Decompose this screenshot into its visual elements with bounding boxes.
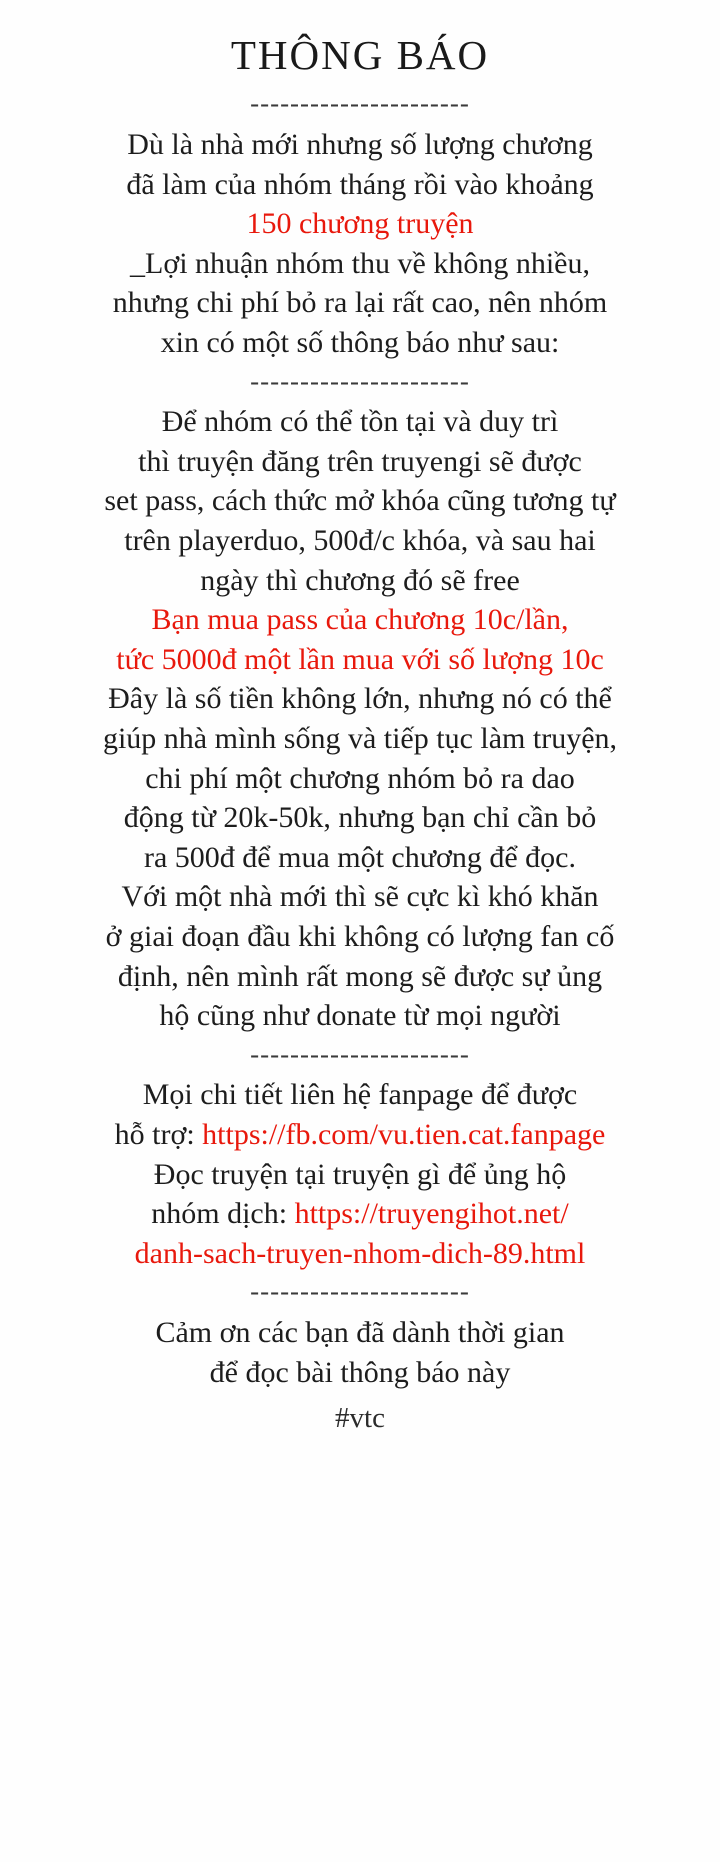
- text-line: đã làm của nhóm tháng rồi vào khoảng: [126, 167, 594, 201]
- text-line: thì truyện đăng trên truyengi sẽ được: [138, 444, 582, 478]
- text-line: xin có một số thông báo như sau:: [160, 326, 560, 359]
- text-line: để đọc bài thông báo này: [209, 1355, 511, 1389]
- divider-2: ----------------------: [250, 365, 470, 396]
- text-line: ra 500đ để mua một chương để đọc.: [143, 840, 576, 874]
- text-line: Với một nhà mới thì sẽ cực kì khó khăn: [121, 880, 599, 914]
- text-line: Đây là số tiền không lớn, nhưng nó có thể: [108, 682, 612, 716]
- text-line: _Lợi nhuận nhóm thu về không nhiều,: [130, 246, 590, 280]
- text-line: trên playerduo, 500đ/c khóa, và sau hai: [124, 524, 596, 558]
- text-line: định, nên mình rất mong sẽ được sự ủng: [117, 959, 603, 993]
- text-line: động từ 20k-50k, nhưng bạn chỉ cần bỏ: [123, 801, 597, 835]
- section-thanks: [52, 1313, 668, 1392]
- highlight-pass-price-1: Bạn mua pass của chương 10c/lần,: [151, 603, 569, 637]
- support-label: hỗ trợ:: [114, 1118, 203, 1152]
- text-line: nhưng chi phí bỏ ra lại rất cao, nên nhóm: [112, 286, 608, 320]
- fanpage-link[interactable]: https://fb.com/vu.tien.cat.fanpage: [202, 1118, 606, 1152]
- highlight-pass-price-2: tức 5000đ một lần mua với số lượng 10c: [116, 642, 604, 676]
- text-line: ngày thì chương đó sẽ free: [200, 563, 520, 597]
- text-line: set pass, cách thức mở khóa cũng tương tự: [104, 484, 616, 518]
- section-details: [52, 402, 668, 1036]
- text-line: Đọc truyện tại truyện gì để ủng hộ: [153, 1157, 567, 1191]
- support-line: [52, 1115, 668, 1155]
- text-line: Mọi chi tiết liên hệ fanpage để được: [142, 1078, 578, 1112]
- divider-3: ----------------------: [250, 1038, 470, 1069]
- text-line: hộ cũng như donate từ mọi người: [159, 999, 561, 1033]
- section-contact: [52, 1075, 668, 1273]
- text-line: ở giai đoạn đầu khi không có lượng fan cố: [105, 920, 615, 953]
- footer-tag: #vtc: [335, 1402, 385, 1435]
- text-line: Cảm ơn các bạn đã dành thời gian: [155, 1316, 565, 1350]
- divider-4: ----------------------: [250, 1276, 470, 1307]
- text-line: giúp nhà mình sống và tiếp tục làm truyện,: [102, 722, 618, 756]
- text-line: Để nhóm có thể tồn tại và duy trì: [161, 405, 559, 439]
- group-line: [52, 1194, 668, 1234]
- text-line: Dù là nhà mới nhưng số lượng chương: [127, 128, 593, 162]
- site-link-part2[interactable]: danh-sach-truyen-nhom-dich-89.html: [134, 1236, 586, 1270]
- page-title: THÔNG BÁO: [230, 32, 490, 78]
- divider-1: ----------------------: [250, 88, 470, 119]
- site-link-part1[interactable]: https://truyengihot.net/: [294, 1197, 569, 1231]
- highlight-chapter-count: 150 chương truyện: [246, 207, 474, 241]
- text-line: chi phí một chương nhóm bỏ ra dao: [145, 761, 575, 795]
- group-label: nhóm dịch:: [151, 1197, 295, 1231]
- section-intro: [52, 125, 668, 363]
